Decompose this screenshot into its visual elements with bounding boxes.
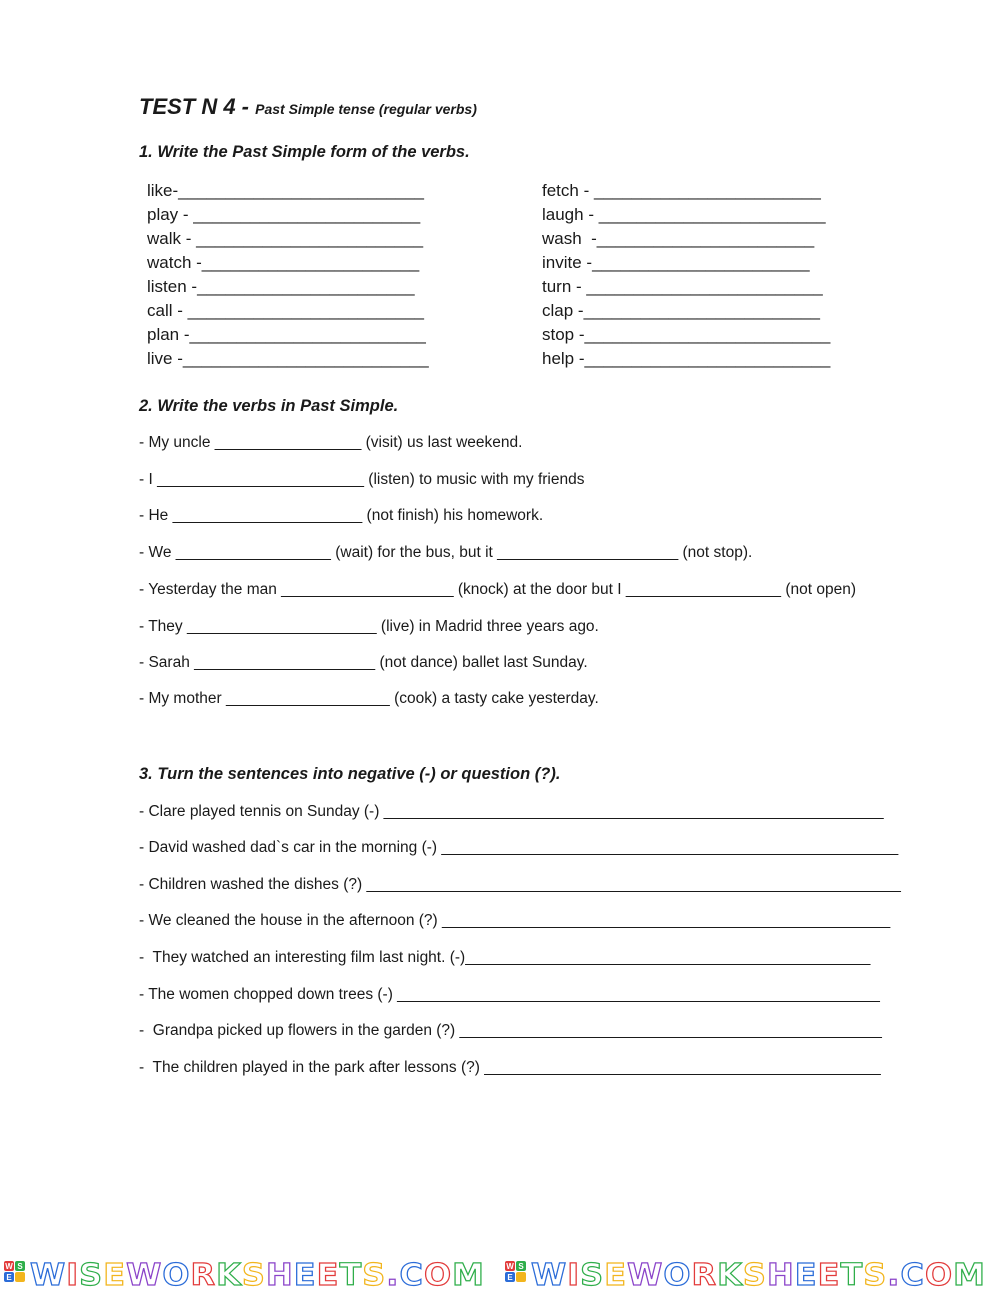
sentence-item[interactable]: - I ________________________ (listen) to music with my friends — [139, 471, 585, 488]
svg-text:E: E — [6, 1273, 12, 1282]
verb-item[interactable]: watch -_______________________ — [147, 253, 420, 272]
verb-item[interactable]: stop -__________________________ — [542, 325, 831, 344]
verb-item[interactable]: fetch - ________________________ — [542, 181, 821, 200]
transform-item[interactable]: - We cleaned the house in the afternoon (?) ____________________________________________________ — [139, 912, 891, 929]
verb-item[interactable]: plan -_________________________ — [147, 325, 426, 344]
watermark-svg — [0, 1255, 1000, 1291]
verb-item[interactable]: laugh - ________________________ — [542, 205, 826, 224]
transform-item[interactable]: - Children washed the dishes (?) ______________________________________________________________ — [139, 876, 901, 893]
svg-text:S: S — [518, 1262, 524, 1271]
svg-text:S: S — [17, 1262, 23, 1271]
verb-item[interactable]: invite -_______________________ — [542, 253, 810, 272]
transform-item[interactable]: - The children played in the park after lessons (?) ______________________________________________ — [139, 1059, 881, 1076]
verb-item[interactable]: like-__________________________ — [147, 181, 424, 200]
wiseworksheets-logo-icon — [4, 1261, 25, 1282]
sentence-item[interactable]: - Sarah _____________________ (not dance) ballet last Sunday. — [139, 654, 588, 671]
watermark-banner — [0, 1255, 1000, 1291]
verb-item[interactable]: live -__________________________ — [147, 349, 429, 368]
transform-item[interactable]: - Clare played tennis on Sunday (-) __________________________________________________________ — [139, 803, 884, 820]
verb-item[interactable]: walk - ________________________ — [147, 229, 424, 248]
title-main: TEST N 4 - — [139, 94, 256, 119]
watermark-text: WISEWORKSHEETS.COM — [531, 1258, 985, 1291]
sentence-item[interactable]: - We __________________ (wait) for the bus, but it _____________________ (not stop). — [139, 544, 753, 561]
verb-item[interactable]: clap -_________________________ — [542, 301, 820, 320]
worksheet-title — [139, 94, 477, 120]
watermark-text: WISEWORKSHEETS.COM — [30, 1258, 484, 1291]
verb-item[interactable]: help -__________________________ — [542, 349, 831, 368]
section1-heading: 1. Write the Past Simple form of the verbs. — [139, 143, 470, 161]
transform-item[interactable]: - David washed dad`s car in the morning (-) _____________________________________________________ — [139, 839, 899, 856]
wiseworksheets-logo-icon — [505, 1261, 526, 1282]
svg-text:E: E — [507, 1273, 513, 1282]
sentence-item[interactable]: - My mother ___________________ (cook) a tasty cake yesterday. — [139, 690, 599, 707]
sentence-item[interactable]: - He ______________________ (not finish) his homework. — [139, 507, 544, 524]
transform-item[interactable]: - Grandpa picked up flowers in the garden (?) _________________________________________________ — [139, 1022, 882, 1039]
sentence-item[interactable]: - They ______________________ (live) in Madrid three years ago. — [139, 618, 599, 635]
verb-item[interactable]: call - _________________________ — [147, 301, 424, 320]
title-subtitle: Past Simple tense (regular verbs) — [255, 101, 477, 117]
sentence-item[interactable]: - Yesterday the man ____________________ (knock) at the door but I __________________ (not open) — [139, 581, 857, 598]
sentence-item[interactable]: - My uncle _________________ (visit) us last weekend. — [139, 434, 523, 451]
verb-item[interactable]: wash -_______________________ — [542, 229, 815, 248]
verb-item[interactable]: listen -_______________________ — [147, 277, 415, 296]
section2-heading: 2. Write the verbs in Past Simple. — [139, 397, 399, 415]
transform-item[interactable]: - The women chopped down trees (-) ________________________________________________________ — [139, 986, 880, 1003]
svg-text:W: W — [506, 1262, 514, 1271]
verb-item[interactable]: play - ________________________ — [147, 205, 421, 224]
svg-text:W: W — [5, 1262, 13, 1271]
transform-item[interactable]: - They watched an interesting film last night. (-)_______________________________________________ — [139, 949, 871, 966]
verb-item[interactable]: turn - _________________________ — [542, 277, 823, 296]
section3-heading: 3. Turn the sentences into negative (-) or question (?). — [139, 765, 561, 783]
